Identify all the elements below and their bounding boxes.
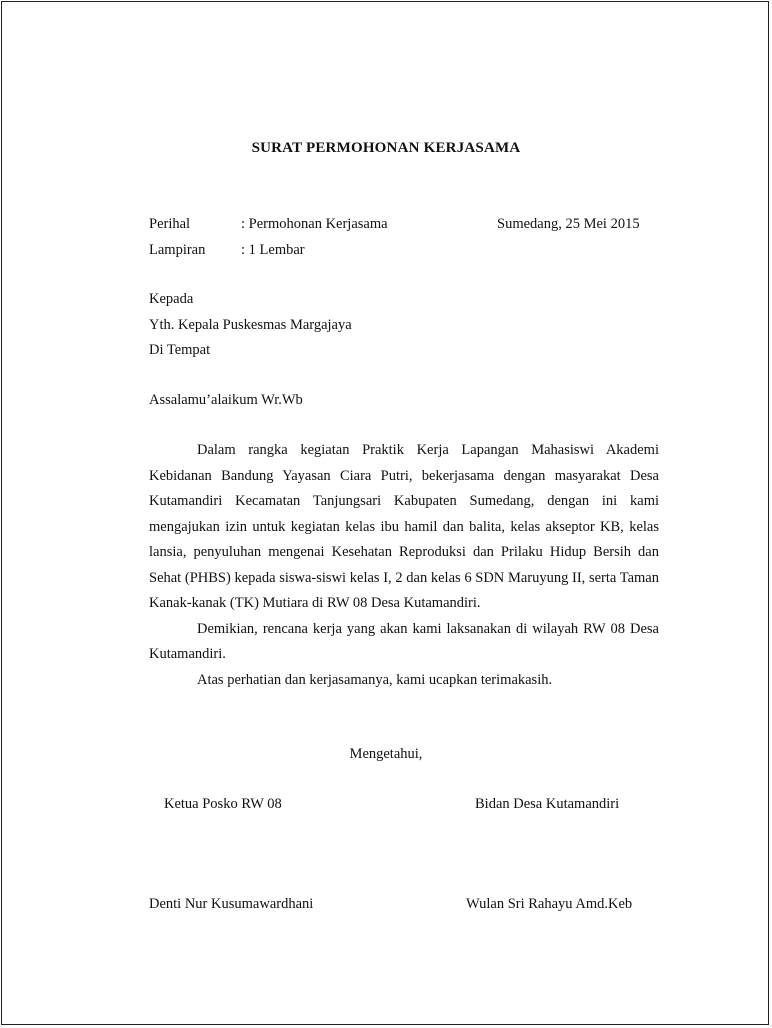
- mengetahui-label: Mengetahui,: [349, 746, 423, 762]
- right-signatory-name: Wulan Sri Rahayu Amd.Keb: [466, 896, 633, 912]
- body-paragraph-2: Demikian, rencana kerja yang akan kami laksanakan di wilayah RW 08 Desa Kutamandiri.: [149, 620, 659, 662]
- lampiran-value: : 1 Lembar: [241, 242, 305, 258]
- letter-body: [149, 438, 659, 693]
- lampiran-label: Lampiran: [149, 242, 206, 258]
- left-signatory-name: Denti Nur Kusumawardhani: [149, 896, 314, 912]
- perihal-label: Perihal: [149, 216, 191, 232]
- recipient-line-1: Kepada: [149, 291, 194, 307]
- recipient-line-2: Yth. Kepala Puskesmas Margajaya: [149, 317, 352, 333]
- left-signatory-title: Ketua Posko RW 08: [164, 796, 282, 812]
- body-paragraph-3: Atas perhatian dan kerjasamanya, kami ucapkan terimakasih.: [197, 671, 553, 688]
- greeting: Assalamu’alaikum Wr.Wb: [149, 392, 303, 408]
- recipient-line-3: Di Tempat: [149, 342, 211, 358]
- letter-title: SURAT PERMOHONAN KERJASAMA: [251, 140, 521, 156]
- body-paragraph-1: Dalam rangka kegiatan Praktik Kerja Lapangan Mahasiswi Akademi Kebidanan Bandung Yayasan Ciara Putri, bekerjasama dengan masyarakat Desa Kutamandiri Kecamatan Tanjungsari Kabupaten Sumedang, dengan ini kami mengajukan izin untuk kegiatan kelas ibu hamil dan balita, kelas akseptor KB, kelas lansia, penyuluhan mengenai Kesehatan Reproduksi dan Prilaku Hidup Bersih dan Sehat (PHBS) kepada siswa-siswi kelas I, 2 dan kelas 6 SDN Maruyung II, serta Taman Kanak-kanak (TK) Mutiara di RW 08 Desa Kutamandiri.: [149, 442, 659, 611]
- place-date: Sumedang, 25 Mei 2015: [497, 216, 640, 232]
- perihal-value: : Permohonan Kerjasama: [241, 216, 388, 232]
- right-signatory-title: Bidan Desa Kutamandiri: [475, 796, 620, 812]
